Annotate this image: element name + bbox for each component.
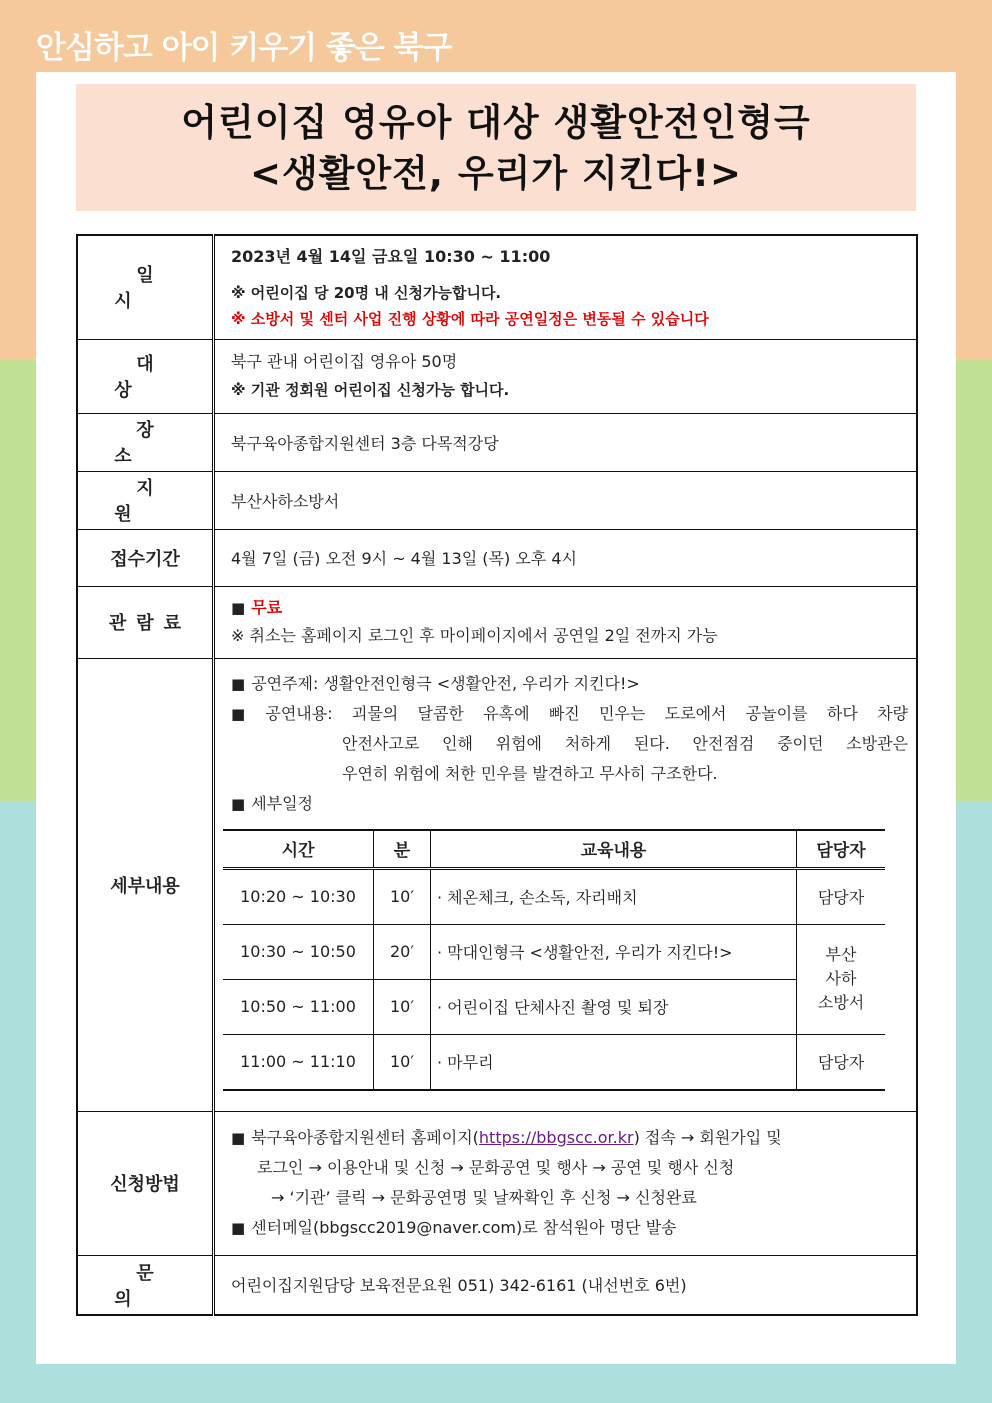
details-schedule-label: 세부일정 <box>251 793 314 813</box>
info-table <box>76 234 918 1316</box>
label-support: 지원 <box>77 471 214 529</box>
contact-value: 어린이집지원담당 보육전문요원 051) 342-6161 (내선번호 6번) <box>214 1255 918 1315</box>
label-details: 세부내용 <box>77 658 214 1111</box>
support-value: 부산사하소방서 <box>214 471 918 529</box>
slogan: 안심하고 아이 키우기 좋은 북구 <box>36 30 452 66</box>
row-contact <box>77 1255 917 1315</box>
table-row <box>223 924 885 979</box>
schedule-table <box>223 829 885 1091</box>
schedule-content: · 마무리 <box>431 1034 797 1090</box>
details-content-line-2: 안전사고로 인해 위험에 처하게 된다. 안전점검 중이던 소방관은 <box>342 733 908 753</box>
schedule-minutes: 10′ <box>374 868 431 924</box>
label-contact: 문의 <box>77 1255 214 1315</box>
label-period: 접수기간 <box>77 529 214 586</box>
apply-line-2: 로그인 → 이용안내 및 신청 → 문화공연 및 행사 → 공연 및 행사 신청 <box>257 1158 735 1177</box>
value-datetime <box>214 235 918 339</box>
row-datetime <box>77 235 917 339</box>
datetime-value: 2023년 4월 14일 금요일 10:30 ~ 11:00 <box>231 247 551 267</box>
place-value: 북구육아종합지원센터 3층 다목적강당 <box>214 413 918 471</box>
apply-line-4: 센터메일(bbgscc2019@naver.com)로 참석원아 명단 발송 <box>251 1218 677 1237</box>
schedule-content: · 어린이집 단체사진 촬영 및 퇴장 <box>431 979 797 1034</box>
table-row <box>223 979 885 1034</box>
fee-value: 무료 <box>251 598 283 617</box>
schedule-time: 10:20 ~ 10:30 <box>223 868 374 924</box>
title-box <box>76 84 916 211</box>
details-content-line-3: 우연히 위험에 처한 민우를 발견하고 무사히 구조한다. <box>342 763 718 783</box>
schedule-header: 시간 <box>223 830 374 869</box>
fee-note: ※ 취소는 홈페이지 로그인 후 마이페이지에서 공연일 2일 전까지 가능 <box>231 626 718 645</box>
table-row <box>223 1034 885 1090</box>
title-line-1: 어린이집 영유아 대상 생활안전인형극 <box>181 101 811 144</box>
table-row <box>223 868 885 924</box>
schedule-header-row <box>223 830 885 869</box>
schedule-header: 담당자 <box>797 830 886 869</box>
row-place <box>77 413 917 471</box>
schedule-minutes: 20′ <box>374 924 431 979</box>
row-support <box>77 471 917 529</box>
row-fee <box>77 586 917 658</box>
details-content-line-1: 괴물의 달콤한 유혹에 빠진 민우는 도로에서 공놀이를 하다 차량 <box>351 703 908 723</box>
schedule-minutes: 10′ <box>374 1034 431 1090</box>
period-value: 4월 7일 (금) 오전 9시 ~ 4월 13일 (목) 오후 4시 <box>214 529 918 586</box>
target-note: ※ 기관 정회원 어린이집 신청가능 합니다. <box>231 381 510 399</box>
value-fee <box>214 586 918 658</box>
details-content-label: 공연내용: <box>265 703 333 723</box>
schedule-minutes: 10′ <box>374 979 431 1034</box>
apply-line-3: → ‘기관’ 클릭 → 문화공연명 및 날짜확인 후 신청 → 신청완료 <box>271 1188 697 1207</box>
schedule-person-fire-station: 부산 사하 소방서 <box>797 924 886 1034</box>
schedule-person: 담당자 <box>797 1034 886 1090</box>
row-details <box>77 658 917 1111</box>
label-datetime: 일시 <box>77 235 214 339</box>
schedule-time: 10:30 ~ 10:50 <box>223 924 374 979</box>
target-value: 북구 관내 어린이집 영유아 50명 <box>231 352 458 371</box>
datetime-note-1: ※ 어린이집 당 20명 내 신청가능합니다. <box>231 284 502 303</box>
row-period <box>77 529 917 586</box>
details-theme: 공연주제: 생활안전인형극 <생활안전, 우리가 지킨다!> <box>251 673 640 693</box>
schedule-content: · 체온체크, 손소독, 자리배치 <box>431 868 797 924</box>
bullet-square: ■ <box>231 599 246 617</box>
schedule-person: 담당자 <box>797 868 886 924</box>
label-fee: 관람료 <box>77 586 214 658</box>
schedule-content: · 막대인형극 <생활안전, 우리가 지킨다!> <box>431 924 797 979</box>
schedule-time: 11:00 ~ 11:10 <box>223 1034 374 1090</box>
schedule-header: 교육내용 <box>431 830 797 869</box>
label-apply: 신청방법 <box>77 1111 214 1255</box>
value-details: ■ 공연주제: 생활안전인형극 <생활안전, 우리가 지킨다!> ■ 공연내용: 괴물의 달콤한 유혹에 빠진 민우는 도로에서 공놀이를 하다 차량 안전사고로 인해 위험에 처하게 된다. 안전점검 중이던 소방관은 우연히 위험에 처한 민우를 발견하고 무사히 구조한다. ■ 세부일정 시간 분 교육내용 담당자 10:20 ~ 10:30 10′ · 체온체크, 손소독, 자리배치 담당자 10:30 ~ 10:50 20′ · 막대인형극 <생활안전, 우리가 지킨다!> 부산 사하 소방서 10:50 ~ 11:00 10′ · 어린이집 단체사진 촬영 및 퇴장 11:00 ~ 11:10 10′ · 마무리 담당자 <box>214 658 918 1111</box>
row-target <box>77 339 917 413</box>
row-apply <box>77 1111 917 1255</box>
title-line-2: <생활안전, 우리가 지킨다!> <box>249 152 743 195</box>
homepage-link[interactable]: https://bbgscc.or.kr <box>478 1128 634 1147</box>
value-apply: ■ 북구육아종합지원센터 홈페이지(https://bbgscc.or.kr) 접속 → 회원가입 및 로그인 → 이용안내 및 신청 → 문화공연 및 행사 → 공연 및 행사 신청 → ‘기관’ 클릭 → 문화공연명 및 날짜확인 후 신청 → 신청완료 ■ 센터메일(bbgscc2019@naver.com)로 참석원아 명단 발송 <box>214 1111 918 1255</box>
schedule-time: 10:50 ~ 11:00 <box>223 979 374 1034</box>
schedule-header: 분 <box>374 830 431 869</box>
label-place: 장소 <box>77 413 214 471</box>
value-target <box>214 339 918 413</box>
datetime-note-2: ※ 소방서 및 센터 사업 진행 상황에 따라 공연일정은 변동될 수 있습니다 <box>231 310 709 329</box>
label-target: 대상 <box>77 339 214 413</box>
